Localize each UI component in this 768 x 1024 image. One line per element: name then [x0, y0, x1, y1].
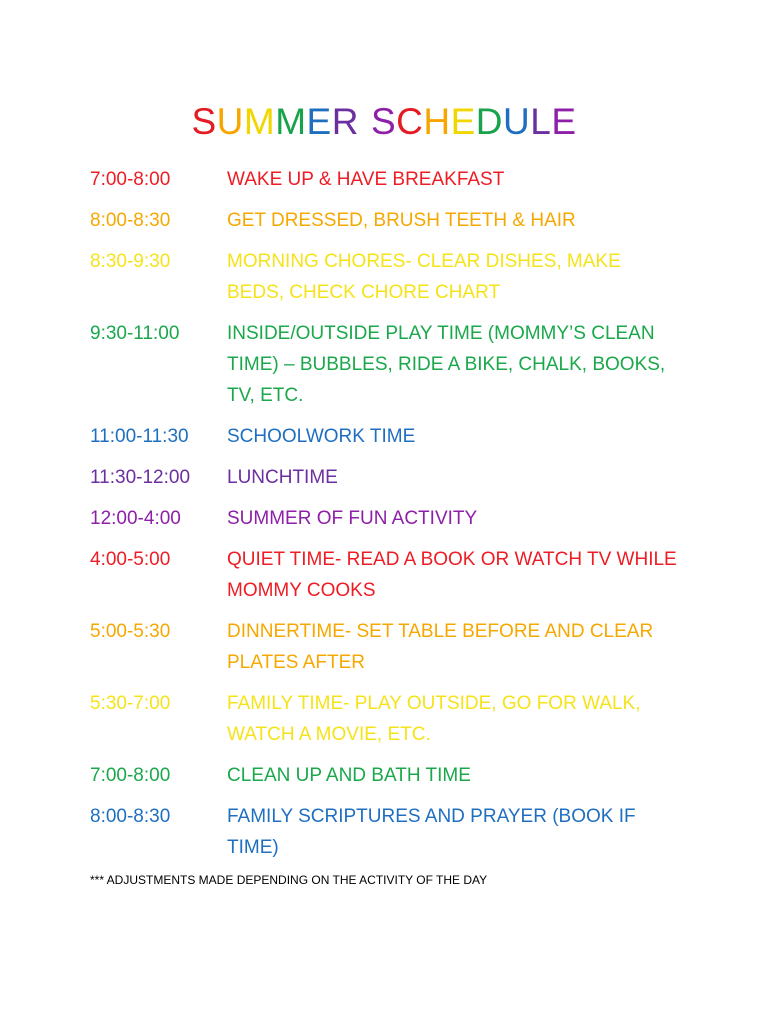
schedule-row [90, 318, 690, 411]
schedule-time: 7:00-8:00 [90, 765, 171, 786]
schedule-row [90, 462, 690, 493]
schedule-row [90, 246, 690, 308]
schedule-activity: SUMMER OF FUN ACTIVITY [227, 508, 478, 529]
title-letter: L [530, 101, 552, 142]
schedule-time: 8:00-8:30 [90, 806, 171, 827]
title-letter: U [503, 101, 531, 142]
schedule-row [90, 616, 690, 678]
title-letter: S [370, 101, 397, 142]
title-letter: E [306, 101, 332, 142]
title-letter: E [450, 101, 476, 142]
schedule-time: 9:30-11:00 [90, 323, 180, 344]
title-letter: H [423, 101, 451, 142]
schedule-row [90, 503, 690, 534]
footnote: *** ADJUSTMENTS MADE DEPENDING ON THE ACTIVITY OF THE DAY [90, 873, 488, 887]
schedule-row [90, 801, 690, 863]
schedule-row [90, 205, 690, 236]
schedule-time: 11:30-12:00 [90, 467, 191, 488]
schedule-list [90, 164, 690, 873]
schedule-activity: DINNERTIME- SET TABLE BEFORE AND CLEAR PLATES AFTER [227, 621, 654, 673]
schedule-row [90, 421, 690, 452]
schedule-activity: INSIDE/OUTSIDE PLAY TIME (MOMMY’S CLEAN TIME) – BUBBLES, RIDE A BIKE, CHALK, BOOKS, TV, ETC. [227, 323, 666, 406]
title-letter: M [275, 101, 307, 142]
title-letter: D [475, 101, 504, 142]
schedule-activity: LUNCHTIME [227, 467, 338, 488]
page-title [0, 100, 768, 144]
title-letter: C [396, 101, 424, 142]
schedule-time: 12:00-4:00 [90, 508, 181, 529]
title-letter: E [551, 101, 577, 142]
title-letter: S [191, 101, 217, 142]
schedule-time: 5:00-5:30 [90, 621, 171, 642]
schedule-row [90, 164, 690, 195]
schedule-activity: GET DRESSED, BRUSH TEETH & HAIR [227, 210, 576, 231]
schedule-time: 7:00-8:00 [90, 169, 171, 190]
schedule-activity: MORNING CHORES- CLEAR DISHES, MAKE BEDS, CHECK CHORE CHART [227, 251, 621, 303]
title-letter: M [243, 101, 276, 142]
schedule-activity: FAMILY TIME- PLAY OUTSIDE, GO FOR WALK, WATCH A MOVIE, ETC. [227, 693, 641, 745]
schedule-row [90, 544, 690, 606]
schedule-time: 4:00-5:00 [90, 549, 171, 570]
schedule-row [90, 760, 690, 791]
schedule-time: 5:30-7:00 [90, 693, 171, 714]
schedule-activity: WAKE UP & HAVE BREAKFAST [227, 169, 505, 190]
schedule-time: 8:30-9:30 [90, 251, 171, 272]
schedule-activity: CLEAN UP AND BATH TIME [227, 765, 471, 786]
schedule-activity: QUIET TIME- READ A BOOK OR WATCH TV WHILE MOMMY COOKS [227, 549, 677, 601]
schedule-activity: FAMILY SCRIPTURES AND PRAYER (BOOK IF TIME) [227, 806, 636, 858]
schedule-time: 8:00-8:30 [90, 210, 171, 231]
schedule-row [90, 688, 690, 750]
schedule-activity: SCHOOLWORK TIME [227, 426, 416, 447]
title-letter: U [216, 101, 244, 142]
title-letter: R [331, 101, 359, 142]
schedule-time: 11:00-11:30 [90, 426, 189, 447]
